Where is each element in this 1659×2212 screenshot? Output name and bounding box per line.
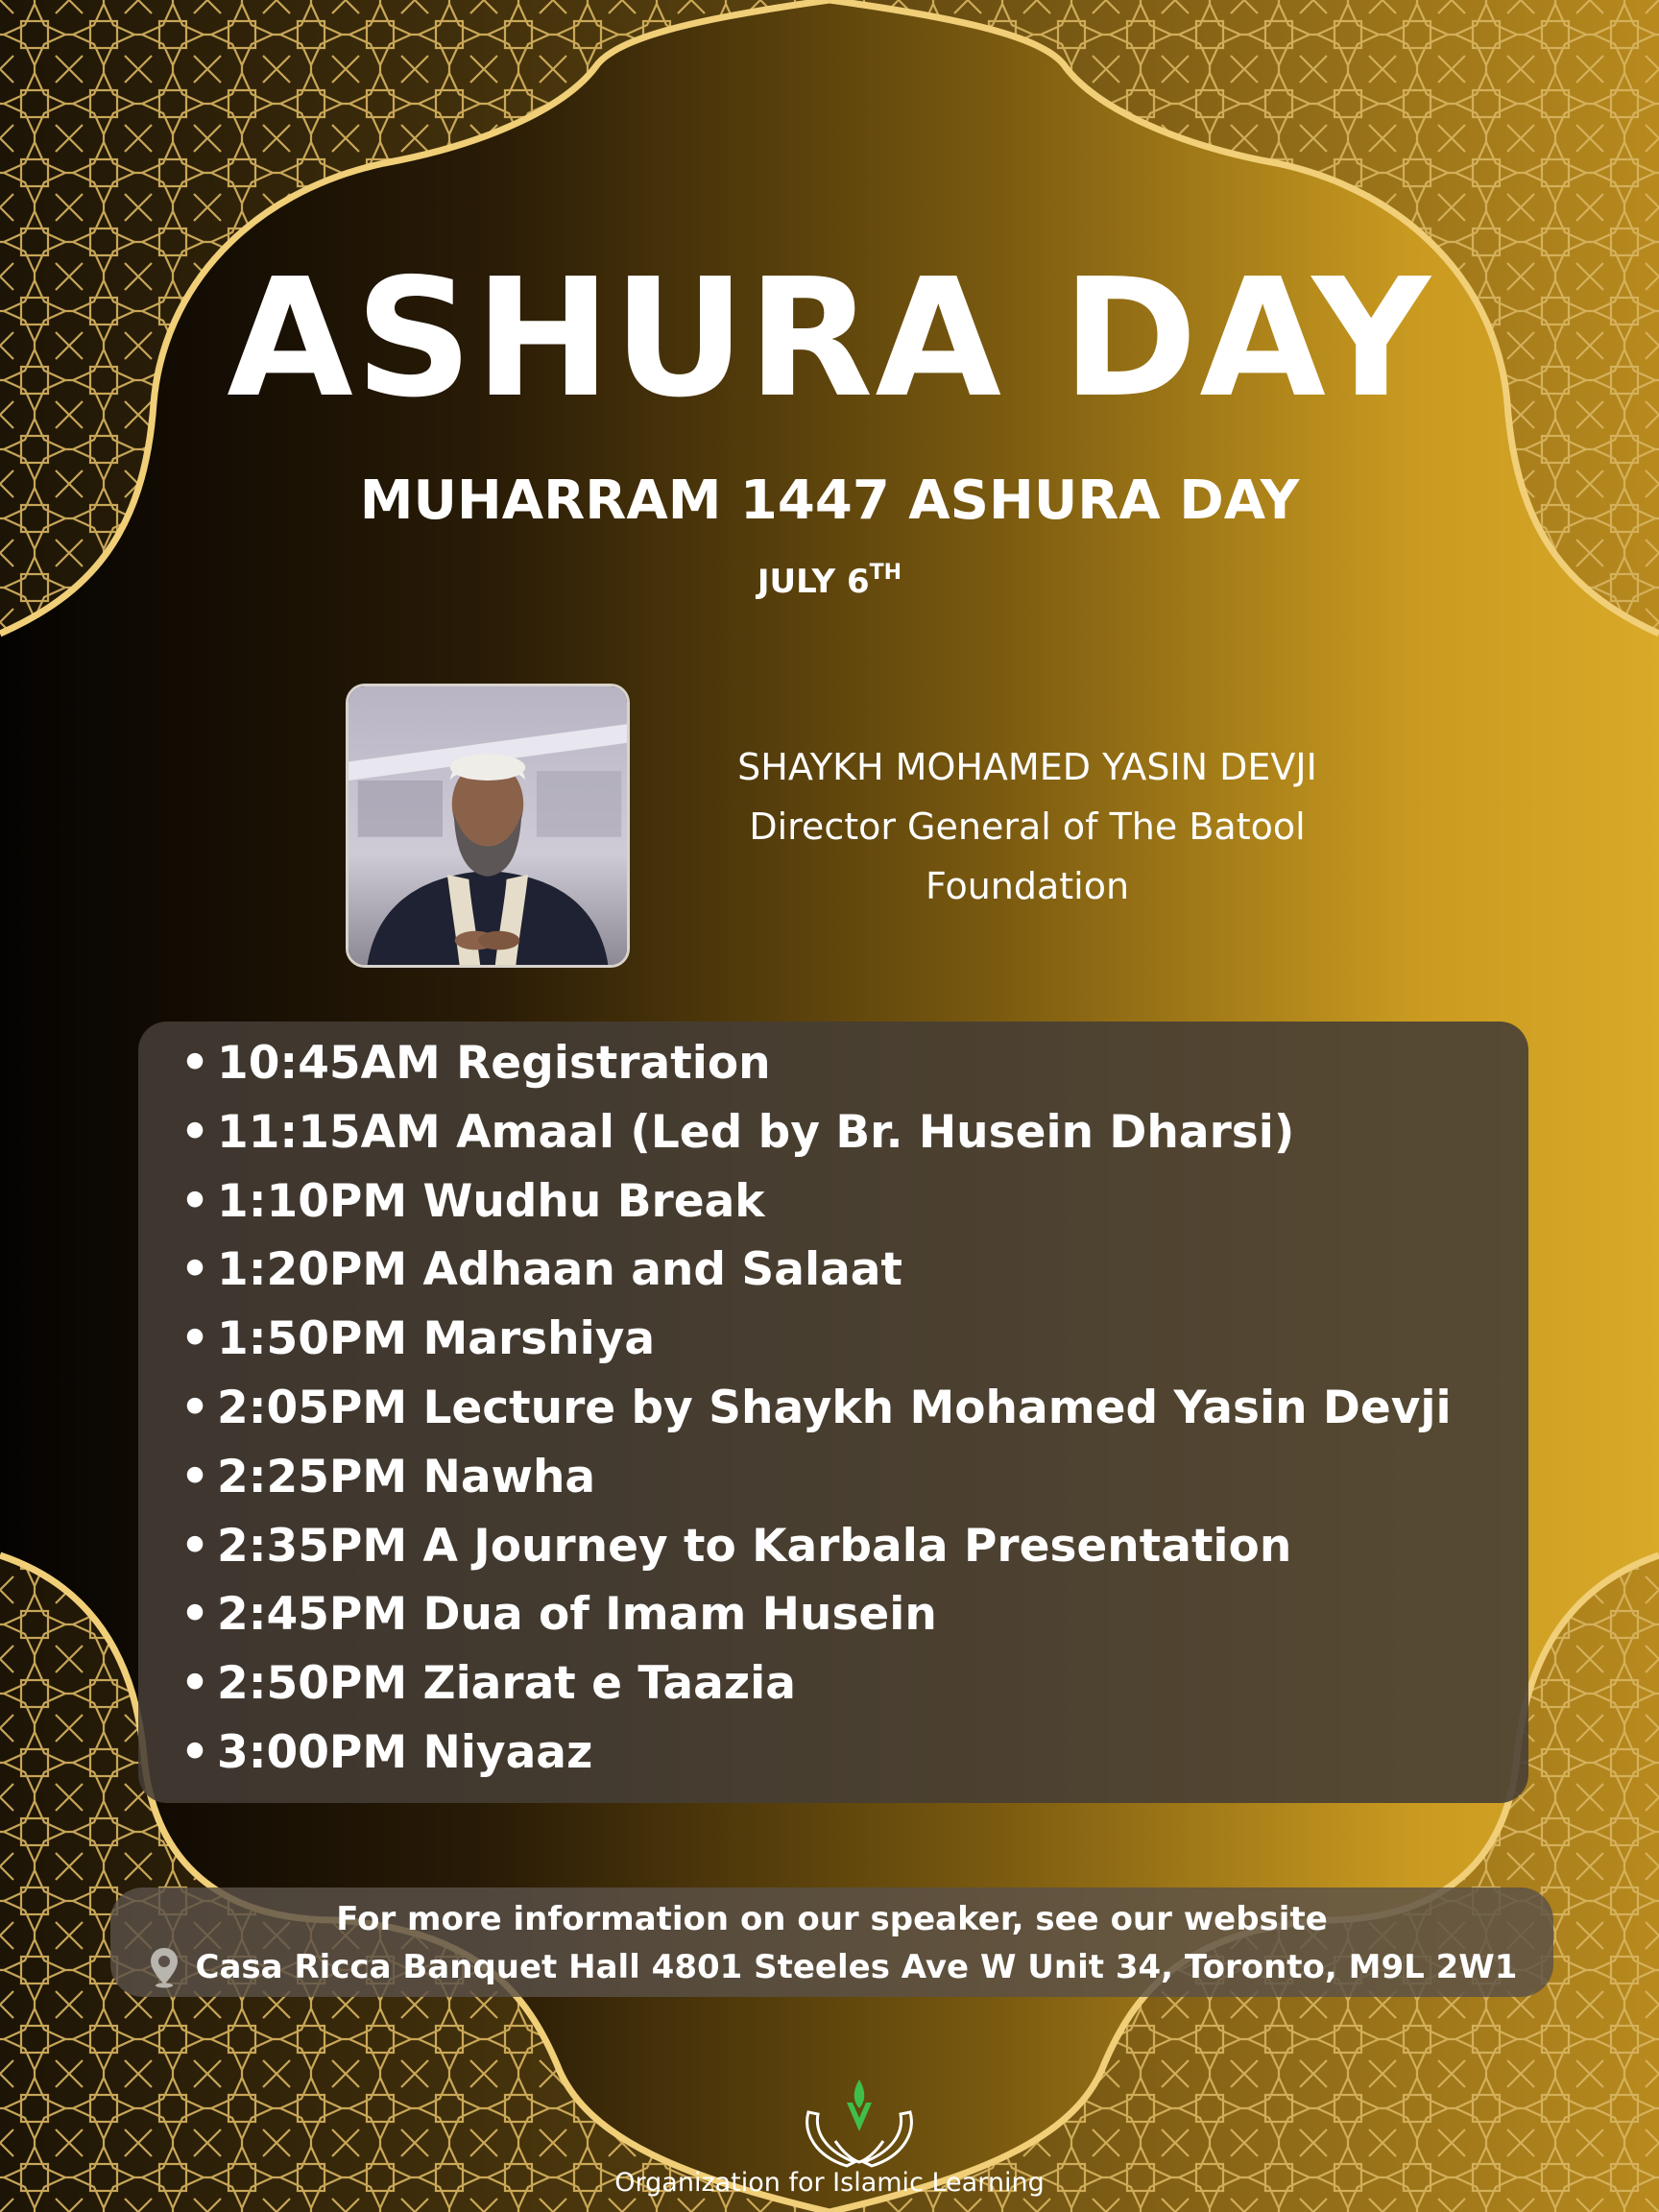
schedule-item xyxy=(180,1374,1528,1443)
schedule-item xyxy=(180,1649,1528,1719)
bullet-icon: • xyxy=(180,1037,210,1090)
info-bar xyxy=(110,1887,1553,1997)
speaker-role-line2: Foundation xyxy=(925,865,1130,907)
schedule-item-text: 2:50PM Ziarat e Taazia xyxy=(217,1657,796,1711)
schedule-item xyxy=(180,1512,1528,1581)
schedule-item xyxy=(180,1305,1528,1374)
speaker-info xyxy=(634,737,1421,916)
bullet-icon: • xyxy=(180,1174,210,1228)
bullet-icon: • xyxy=(180,1450,210,1503)
schedule-item xyxy=(180,1098,1528,1167)
schedule-item-text: 2:05PM Lecture by Shaykh Mohamed Yasin Devji xyxy=(217,1381,1452,1434)
schedule-item-text: 3:00PM Niyaaz xyxy=(217,1725,593,1779)
schedule-item-text: 2:45PM Dua of Imam Husein xyxy=(217,1588,937,1642)
speaker-portrait-icon xyxy=(349,686,627,965)
bullet-icon: • xyxy=(180,1657,210,1711)
event-subtitle: MUHARRAM 1447 ASHURA DAY xyxy=(359,469,1300,532)
bullet-icon: • xyxy=(180,1519,210,1573)
event-date-suffix: TH xyxy=(869,561,902,585)
bullet-icon: • xyxy=(180,1105,210,1159)
venue-address: Casa Ricca Banquet Hall 4801 Steeles Ave W Unit 34, Toronto, M9L 2W1 xyxy=(195,1948,1518,1986)
speaker-name: SHAYKH MOHAMED YASIN DEVJI xyxy=(737,746,1317,788)
schedule-panel xyxy=(138,1022,1528,1803)
schedule-item-text: 11:15AM Amaal (Led by Br. Husein Dharsi) xyxy=(217,1105,1295,1159)
event-title: ASHURA DAY xyxy=(227,244,1432,434)
schedule-item xyxy=(180,1443,1528,1512)
schedule-item-text: 1:20PM Adhaan and Salaat xyxy=(217,1243,902,1297)
bullet-icon: • xyxy=(180,1243,210,1297)
schedule-item-text: 1:10PM Wudhu Break xyxy=(217,1174,765,1228)
organization-logo-icon xyxy=(797,2074,922,2179)
schedule-item xyxy=(180,1719,1528,1788)
schedule-list xyxy=(180,1029,1528,1788)
schedule-item xyxy=(180,1029,1528,1098)
schedule-item-text: 1:50PM Marshiya xyxy=(217,1312,656,1366)
speaker-role-line1: Director General of The Batool xyxy=(749,805,1306,848)
schedule-item xyxy=(180,1236,1528,1305)
address-row xyxy=(122,1943,1543,1991)
bullet-icon: • xyxy=(180,1381,210,1434)
schedule-item xyxy=(180,1167,1528,1237)
speaker-photo xyxy=(346,684,630,968)
schedule-item-text: 2:25PM Nawha xyxy=(217,1450,596,1503)
bullet-icon: • xyxy=(180,1725,210,1779)
bullet-icon: • xyxy=(180,1312,210,1366)
event-date-text: JULY 6 xyxy=(757,563,870,601)
schedule-item xyxy=(180,1580,1528,1649)
website-info-text: For more information on our speaker, see our website xyxy=(336,1900,1328,1938)
location-pin-icon xyxy=(148,1946,180,1988)
event-date xyxy=(0,561,1659,601)
schedule-item-text: 10:45AM Registration xyxy=(217,1037,771,1090)
schedule-item-text: 2:35PM A Journey to Karbala Presentation xyxy=(217,1519,1292,1573)
organization-name: Organization for Islamic Learning xyxy=(614,2168,1045,2198)
bullet-icon: • xyxy=(180,1588,210,1642)
